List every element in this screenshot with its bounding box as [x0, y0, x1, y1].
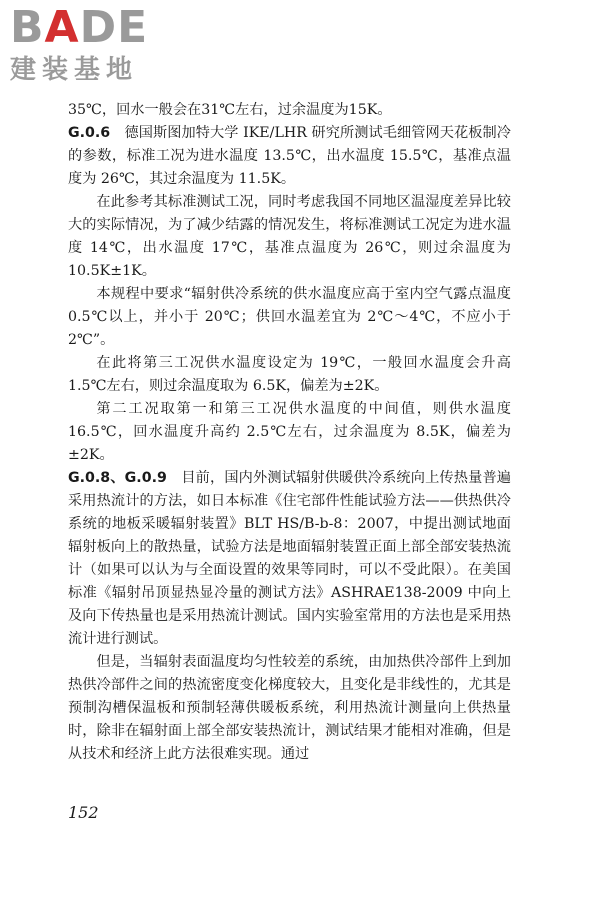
paragraph: 但是，当辐射表面温度均匀性较差的系统，由加热供冷部件上到加热供冷部件之间的热流密度变化梯度较大，且变化是非线性的，尤其是预制沟槽保温板和预制轻薄供暖板系统，利用热流计测量向上供热量时，除非在辐射面上部全部安装热流计，测试结果才能相对准确，但是从技术和经济上此方法很难实现。通过	[68, 654, 511, 762]
logo-cjk-text: 建装基地	[10, 55, 139, 85]
paragraph: G.0.8、G.0.9 目前，国内外测试辐射供暖供冷系统向上传热量普遍采用热流计的方法，如日本标准《住宅部件性能试验方法——供热供冷系统的地板采暖辐射装置》BLT HS/B-b-8：2007，中提出测试地面辐射板向上的散热量，试验方法是地面辐射装置正面上部全部安装热流计（如果可以认为与全面设置的效果等同时，可以不受此限）。在美国标准《辐射吊顶显热显冷量的测试方法》ASHRAE138-2009 中向上及向下传热量也是采用热流计测试。国内实验室常用的方法也是采用热流计进行测试。	[68, 470, 511, 647]
page-number: 152	[68, 803, 99, 822]
clause-number: G.0.6	[68, 125, 111, 141]
paragraph: 在此参考其标准测试工况，同时考虑我国不同地区温湿度差异比较大的实际情况，为了减少结露的情况发生，将标准测试工况定为进水温度 14℃，出水温度 17℃，基准点温度为 26℃，则过余温度为 10.5K±1K。	[68, 194, 511, 279]
site-logo	[10, 4, 175, 94]
logo-wordmark: BADE	[10, 2, 149, 53]
paragraph: 在此将第三工况供水温度设定为 19℃，一般回水温度会升高 1.5℃左右，则过余温度取为 6.5K，偏差为±2K。	[68, 355, 511, 394]
paragraph: 第二工况取第一和第三工况供水温度的中间值，则供水温度 16.5℃，回水温度升高约 2.5℃左右，过余温度为 8.5K，偏差为±2K。	[68, 401, 511, 463]
clause-number: G.0.8、G.0.9	[68, 470, 167, 486]
paragraph: G.0.6 德国斯图加特大学 IKE/LHR 研究所测试毛细管网天花板制冷的参数，标准工况为进水温度 13.5℃，出水温度 15.5℃，基准点温度为 26℃，其过余温度为 11.5K。	[68, 125, 511, 187]
document-body	[68, 99, 511, 766]
paragraph: 本规程中要求“辐射供冷系统的供水温度应高于室内空气露点温度 0.5℃以上，并小于 20℃；供回水温差宜为 2℃～4℃，不应小于 2℃”。	[68, 286, 511, 348]
logo-accent-letter: A	[44, 2, 80, 53]
paragraph: 35℃，回水一般会在31℃左右，过余温度为15K。	[68, 102, 392, 118]
